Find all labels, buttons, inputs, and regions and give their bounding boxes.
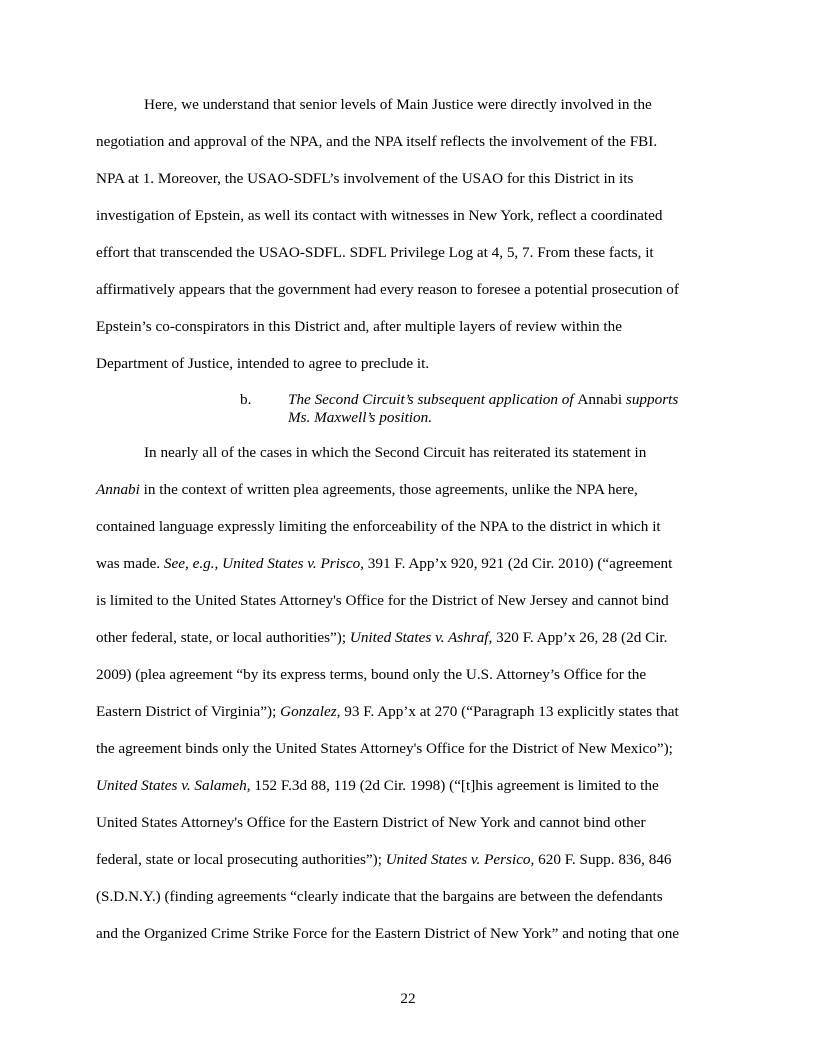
heading-b-case-name: Annabi [577, 391, 623, 408]
case-name-ashraf: United States v. Ashraf, [349, 629, 493, 646]
case-name-annabi: Annabi [96, 481, 140, 498]
paragraph-1-line-3: NPA at 1. Moreover, the USAO-SDFL’s involvement of the USAO for this District in its [96, 170, 634, 187]
paragraph-1-line-7: Epstein’s co-conspirators in this District and, after multiple layers of review within the [96, 318, 622, 335]
paragraph-2-line-13: (S.D.N.Y.) (finding agreements “clearly indicate that the bargains are between the defendants [96, 888, 663, 905]
heading-b-line-2: Ms. Maxwell’s position. [288, 409, 432, 426]
heading-b-text-1: The Second Circuit’s subsequent application of [288, 391, 578, 408]
paragraph-2-line-8-b: 93 F. App’x at 270 (“Paragraph 13 explicitly states that [340, 703, 679, 720]
paragraph-2-line-8 [96, 703, 679, 721]
paragraph-1-line-2: negotiation and approval of the NPA, and the NPA itself reflects the involvement of the FBI. [96, 133, 658, 150]
paragraph-2-line-5: is limited to the United States Attorney's Office for the District of New Jersey and cannot bind [96, 592, 669, 609]
heading-b-marker: b. [240, 391, 252, 408]
paragraph-2-line-4 [96, 555, 672, 573]
heading-b-text-2: supports [622, 391, 679, 408]
paragraph-1-line-5: effort that transcended the USAO-SDFL. SDFL Privilege Log at 4, 5, 7. From these facts, it [96, 244, 654, 261]
paragraph-2-line-10-b: 152 F.3d 88, 119 (2d Cir. 1998) (“[t]his agreement is limited to the [250, 777, 659, 794]
paragraph-2-line-12-b: 620 F. Supp. 836, 846 [534, 851, 672, 868]
paragraph-1-line-6: affirmatively appears that the government had every reason to foresee a potential prosecution of [96, 281, 679, 298]
case-name-persico: United States v. Persico, [385, 851, 535, 868]
paragraph-2-line-9: the agreement binds only the United States Attorney's Office for the District of New Mexico”); [96, 740, 673, 757]
case-name-salameh: United States v. Salameh, [96, 777, 251, 794]
paragraph-2-line-12 [96, 851, 672, 869]
paragraph-2-line-1: In nearly all of the cases in which the Second Circuit has reiterated its statement in [144, 444, 647, 461]
paragraph-2-line-8-a: Eastern District of Virginia”); [96, 703, 281, 720]
paragraph-2-line-4-a: was made. [96, 555, 164, 572]
paragraph-2-line-6-b: 320 F. App’x 26, 28 (2d Cir. [492, 629, 668, 646]
heading-b-line-1 [288, 391, 678, 409]
paragraph-2-line-4-b: 391 F. App’x 920, 921 (2d Cir. 2010) (“agreement [363, 555, 673, 572]
paragraph-2-line-14: and the Organized Crime Strike Force for the Eastern District of New York” and noting that one [96, 925, 680, 942]
paragraph-1-line-8: Department of Justice, intended to agree to preclude it. [96, 355, 430, 372]
paragraph-2-line-6-a: other federal, state, or local authorities”); [96, 629, 350, 646]
paragraph-2-line-3: contained language expressly limiting the enforceability of the NPA to the district in which it [96, 518, 661, 535]
page-number: 22 [400, 990, 416, 1007]
paragraph-1-line-1: Here, we understand that senior levels of Main Justice were directly involved in the [144, 96, 652, 113]
paragraph-2-line-7: 2009) (plea agreement “by its express terms, bound only the U.S. Attorney’s Office for the [96, 666, 647, 683]
paragraph-2-line-11: United States Attorney's Office for the Eastern District of New York and cannot bind other [96, 814, 646, 831]
paragraph-2-line-6 [96, 629, 667, 647]
paragraph-2-line-2-text: in the context of written plea agreements, those agreements, unlike the NPA here, [139, 481, 638, 498]
paragraph-2-line-2 [96, 481, 638, 499]
paragraph-2-line-10 [96, 777, 659, 795]
paragraph-2-line-12-a: federal, state or local prosecuting authorities”); [96, 851, 386, 868]
paragraph-1-line-4: investigation of Epstein, as well its contact with witnesses in New York, reflect a coordinated [96, 207, 663, 224]
case-name-gonzalez: Gonzalez, [280, 703, 341, 720]
case-name-prisco: See, e.g., United States v. Prisco, [163, 555, 364, 572]
